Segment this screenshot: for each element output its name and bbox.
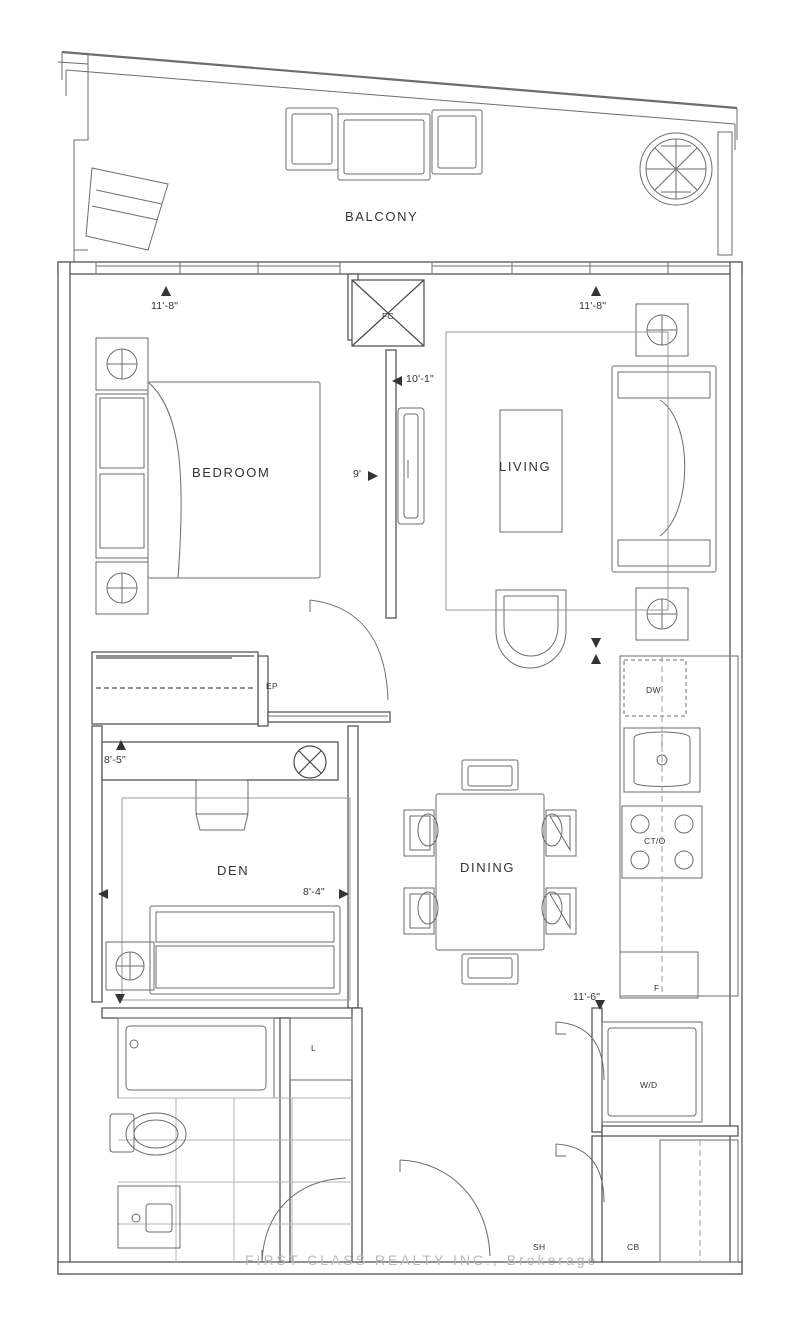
balcony-furniture [86,108,712,250]
dimension-bedroom-width: 11'-8" [151,300,179,312]
room-label-dining: DINING [460,860,516,875]
fixture-label-fc: FC [382,311,394,321]
room-label-den: DEN [217,863,250,878]
dimension-kitchen-depth: 11'-6" [573,991,601,1003]
dimension-den-depth: 8'-4" [303,886,325,898]
room-label-bedroom: BEDROOM [192,465,271,480]
fixture-label-cb: CB [627,1242,640,1252]
fixture-label-wd: W/D [640,1080,658,1090]
fixture-label-f: F [654,983,660,993]
room-label-balcony: BALCONY [345,209,419,224]
fixture-label-dw: DW [646,685,661,695]
kitchen [620,656,738,998]
dimension-den-width: 8'-5" [104,754,126,766]
room-label-living: LIVING [499,459,552,474]
dimension-living-depth: 10'-1" [406,373,434,385]
laundry-entry [556,1022,738,1262]
living-furniture [446,304,716,668]
balcony-railing [58,52,737,262]
watermark: FIRST CLASS REALTY INC., Brokerage [245,1252,599,1268]
fixture-label-ep: EP [266,681,278,691]
fixture-label-ct-o: CT/O [644,836,666,846]
dimension-bedroom-depth: 9' [353,468,362,480]
dimension-living-width: 11'-8" [579,300,607,312]
bathroom [110,1018,490,1262]
bedroom-door-leaf [398,408,424,524]
interior-walls [92,274,738,1262]
fixture-label-sh: SH [533,1242,546,1252]
fixture-label-l: L [311,1043,317,1053]
